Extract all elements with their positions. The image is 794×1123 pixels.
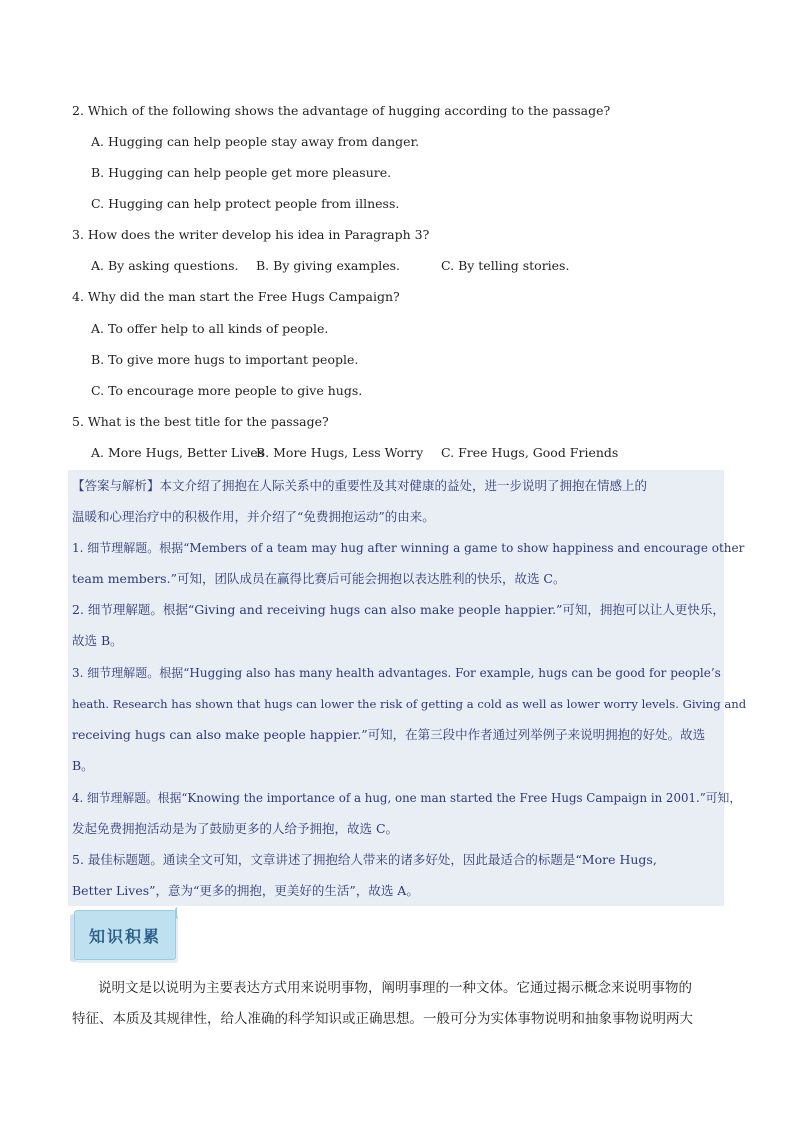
answer-line-6: 故选 B。: [72, 633, 123, 648]
section-heading-badge: [70, 908, 178, 964]
question-4-stem: 4. Why did the man start the Free Hugs Campaign?: [72, 289, 400, 304]
question-4-option-b: B. To give more hugs to important people.: [91, 352, 359, 367]
answer-analysis-box: [68, 470, 724, 906]
question-3-option-a: A. By asking questions.: [91, 258, 239, 273]
answer-line-5: 2. 细节理解题。根据“Giving and receiving hugs can also make people happier.”可知，拥抱可以让人更快乐，: [72, 602, 725, 617]
question-3-stem: 3. How does the writer develop his idea in Paragraph 3?: [72, 227, 430, 242]
question-2-stem: 2. Which of the following shows the advantage of hugging according to the passage?: [72, 103, 611, 118]
answer-line-3: 1. 细节理解题。根据“Members of a team may hug after winning a game to show happiness and encourage other: [72, 541, 745, 555]
question-5-stem: 5. What is the best title for the passage?: [72, 414, 329, 429]
answer-line-4: team members.”可知，团队成员在赢得比赛后可能会拥抱以表达胜利的快乐，故选 C。: [72, 571, 566, 586]
badge-scroll-curl: [175, 907, 183, 919]
answer-line-2: 温暖和心理治疗中的积极作用，并介绍了“免费拥抱运动”的由来。: [72, 509, 435, 524]
question-5-option-b: B. More Hugs, Less Worry: [256, 445, 424, 460]
body-text-line-1: 说明文是以说明为主要表达方式用来说明事物，阐明事理的一种文体。它通过揭示概念来说明事物的: [98, 980, 692, 996]
answer-line-9: receiving hugs can also make people happier.”可知，在第三段中作者通过列举例子来说明拥抱的好处。故选: [72, 727, 706, 742]
badge-panel: [74, 910, 176, 960]
answer-line-8: heath. Research has shown that hugs can lower the risk of getting a cold as well as lower worry levels. Giving and: [72, 697, 747, 711]
section-heading: 知识积累: [88, 927, 161, 946]
answer-line-10: B。: [72, 758, 94, 773]
answer-line-12: 发起免费拥抱活动是为了鼓励更多的人给予拥抱，故选 C。: [72, 821, 399, 836]
question-2-option-a: A. Hugging can help people stay away from danger.: [91, 134, 420, 149]
answer-line-11: 4. 细节理解题。根据“Knowing the importance of a hug, one man started the Free Hugs Campaign in 2001.”可知，: [72, 791, 742, 805]
question-3-option-b: B. By giving examples.: [256, 258, 400, 273]
question-2-option-b: B. Hugging can help people get more pleasure.: [91, 165, 392, 180]
question-5-option-c: C. Free Hugs, Good Friends: [441, 445, 619, 460]
question-2-option-c: C. Hugging can help protect people from illness.: [91, 196, 400, 211]
question-3-option-c: C. By telling stories.: [441, 258, 570, 273]
question-4-option-a: A. To offer help to all kinds of people.: [91, 321, 329, 336]
answer-line-7: 3. 细节理解题。根据“Hugging also has many health advantages. For example, hugs can be good for people’s: [72, 666, 721, 680]
answer-line-1: 【答案与解析】本文介绍了拥抱在人际关系中的重要性及其对健康的益处，进一步说明了拥抱在情感上的: [72, 478, 648, 493]
answer-line-14: Better Lives”，意为“更多的拥抱，更美好的生活”，故选 A。: [72, 883, 419, 898]
question-4-option-c: C. To encourage more people to give hugs.: [91, 383, 363, 398]
answer-line-13: 5. 最佳标题题。通读全文可知，文章讲述了拥抱给人带来的诸多好处，因此最适合的标题是“More Hugs,: [72, 852, 657, 867]
body-text-line-2: 特征、本质及其规律性，给人准确的科学知识或正确思想。一般可分为实体事物说明和抽象事物说明两大: [72, 1011, 693, 1027]
question-5-option-a: A. More Hugs, Better Lives: [91, 445, 265, 460]
